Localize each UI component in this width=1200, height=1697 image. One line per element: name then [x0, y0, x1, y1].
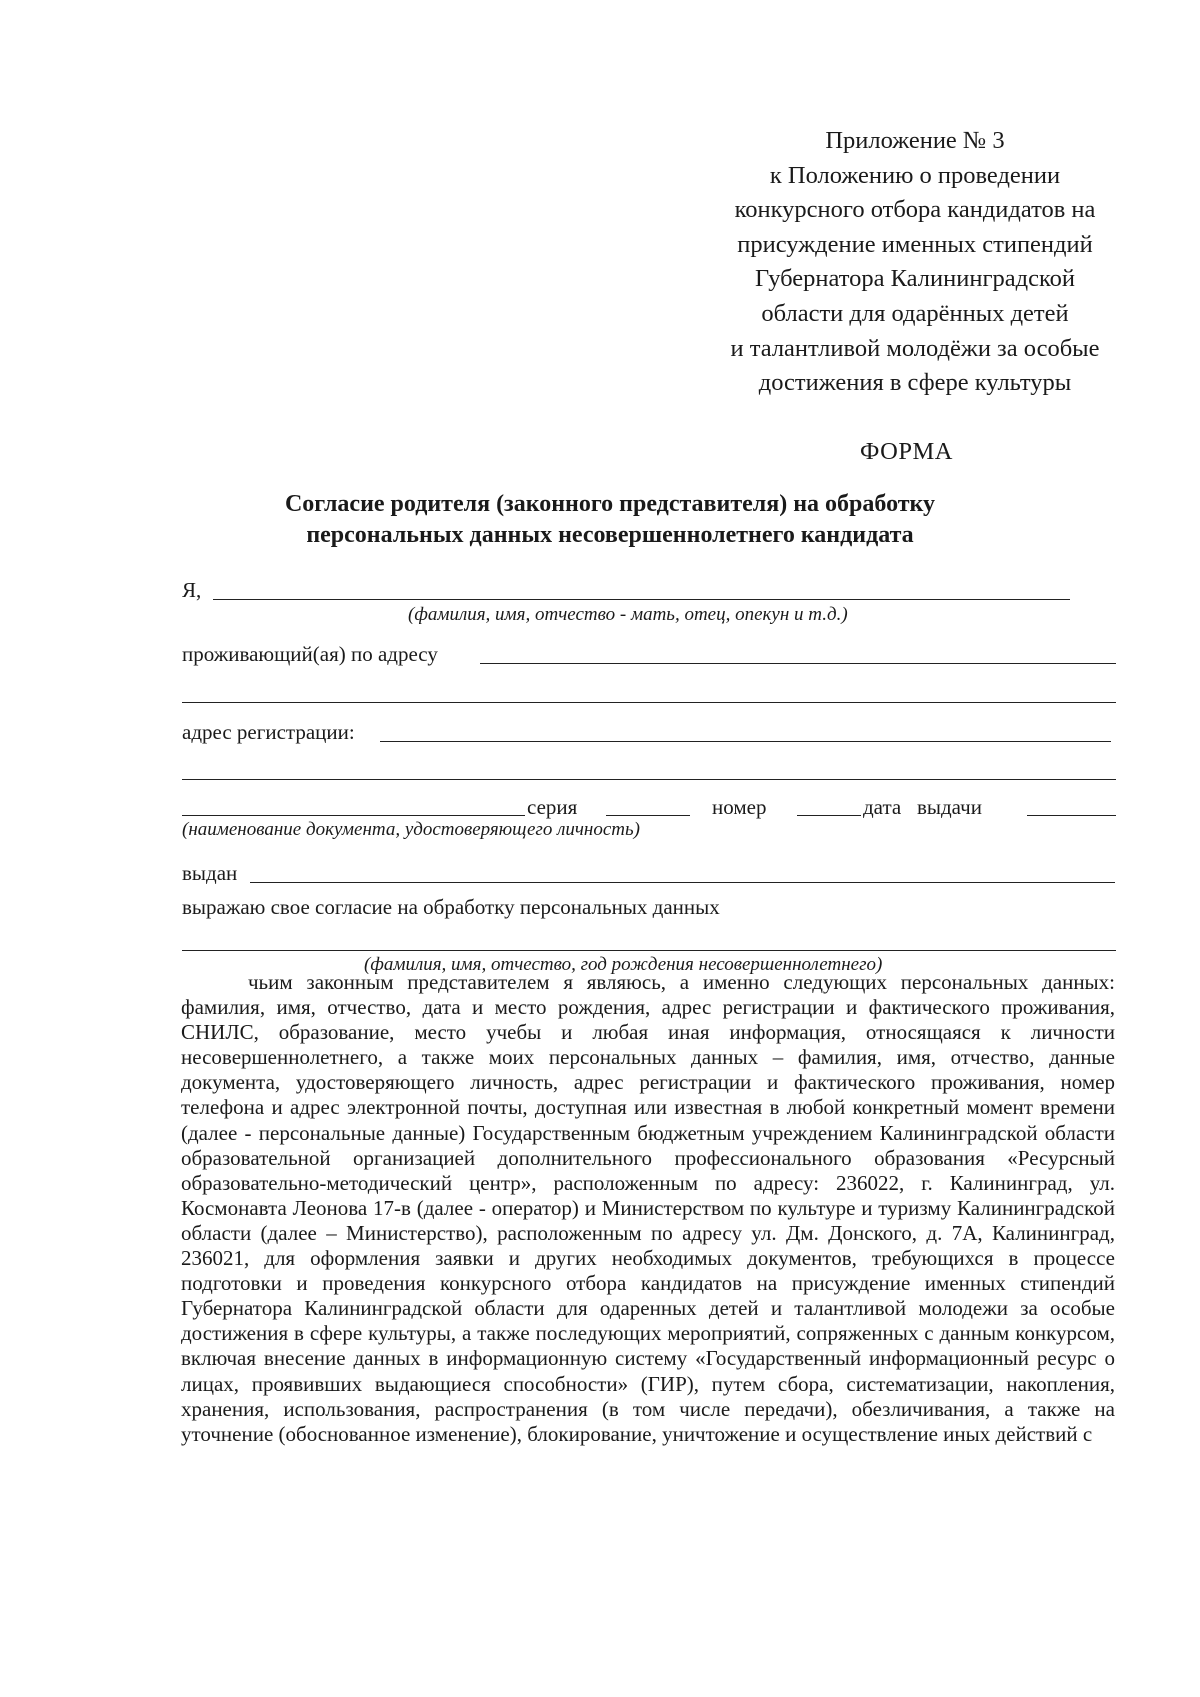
series-label: серия [527, 795, 578, 819]
appendix-line: достижения в сфере культуры [758, 369, 1072, 397]
appendix-line: Губернатора Калининградской [755, 265, 1075, 293]
number-label: номер [712, 795, 767, 819]
appendix-line: к Положению о проведении [769, 161, 1061, 189]
issued-by-field[interactable] [250, 882, 1115, 883]
registration-address-field[interactable] [380, 741, 1111, 742]
consent-body [181, 970, 1115, 1447]
number-field[interactable] [797, 815, 861, 816]
minor-name-field[interactable] [182, 950, 1116, 951]
title-line: Согласие родителя (законного представителя) на обработку [284, 491, 936, 517]
issued-label: выдан [182, 861, 238, 885]
appendix-line: присуждение именных стипендий [737, 230, 1093, 258]
registration-label: адрес регистрации: [182, 720, 355, 744]
form-label: ФОРМА [860, 438, 953, 465]
consent-paragraph: чьим законным представителем я являюсь, а именно следующих персональных данных: фамилия, имя, отчество, дата и место рождения, адрес регистрации и фактического проживания, СНИЛС, образование, место учебы и любая иная информация, относящаяся к личности несовершеннолетнего, а также моих персональных данных – фамилия, имя, отчество, данные документа, удостоверяющего личность, адрес регистрации и фактического проживания, номер телефона и адрес электронной почты, доступная или известная в любой конкретный момент времени (далее - персональные данные) Государственным бюджетным учреждением Калининградской области образовательной организацией дополнительного профессионального образования «Ресурсный образовательно-методический центр», расположенным по адресу: 236022, г. Калининград, ул. Космонавта Леонова 17-в (далее - оператор) и Министерством по культуре и туризму Калининградской области (далее – Министерство), расположенным по адресу ул. Дм. Донского, д. 7А, Калининград, 236021, для оформления заявки и других необходимых документов, требующихся в процессе подготовки и проведения конкурсного отбора кандидатов на присуждение именных стипендий Губернатора Калининградской области для одаренных детей и талантливой молодежи за особые достижения в сфере культуры, а также последующих мероприятий, сопряженных с данным конкурсом, включая внесение данных в информационную систему «Государственный информационный ресурс о лицах, проявивших выдающиеся способности» (ГИР), путем сбора, систематизации, накопления, хранения, использования, распространения (в том числе передачи), обезличивания, а также на уточнение (обоснованное изменение), блокирование, уничтожение и осуществление иных действий с [181, 970, 1115, 1446]
document-title [180, 489, 1040, 551]
issue-date-field[interactable] [1027, 815, 1116, 816]
document-hint: (наименование документа, удостоверяющего личность) [182, 819, 640, 840]
appendix-line: конкурсного отбора кандидатов на [734, 196, 1096, 224]
title-line: персональных данных несовершеннолетнего кандидата [306, 522, 914, 548]
appendix-line: области для одарённых детей [761, 299, 1069, 327]
registration-address-field-line2[interactable] [182, 779, 1116, 780]
document-name-field[interactable] [182, 815, 525, 816]
residing-address-field[interactable] [480, 663, 1116, 664]
consent-label: выражаю свое согласие на обработку персональных данных [182, 895, 720, 919]
residing-label: проживающий(ая) по адресу [182, 642, 438, 666]
minor-name-hint: (фамилия, имя, отчество, год рождения несовершеннолетнего) [364, 954, 883, 975]
appendix-header [690, 124, 1140, 401]
appendix-line: Приложение № 3 [825, 127, 1005, 154]
issue-date-label: дата выдачи [863, 795, 982, 819]
parent-name-field[interactable] [213, 599, 1070, 600]
appendix-line: и талантливой молодёжи за особые [730, 334, 1100, 362]
series-field[interactable] [606, 815, 690, 816]
parent-name-hint: (фамилия, имя, отчество - мать, отец, опекун и т.д.) [408, 604, 848, 625]
residing-address-field-line2[interactable] [182, 702, 1116, 703]
i-label: Я, [182, 578, 202, 602]
